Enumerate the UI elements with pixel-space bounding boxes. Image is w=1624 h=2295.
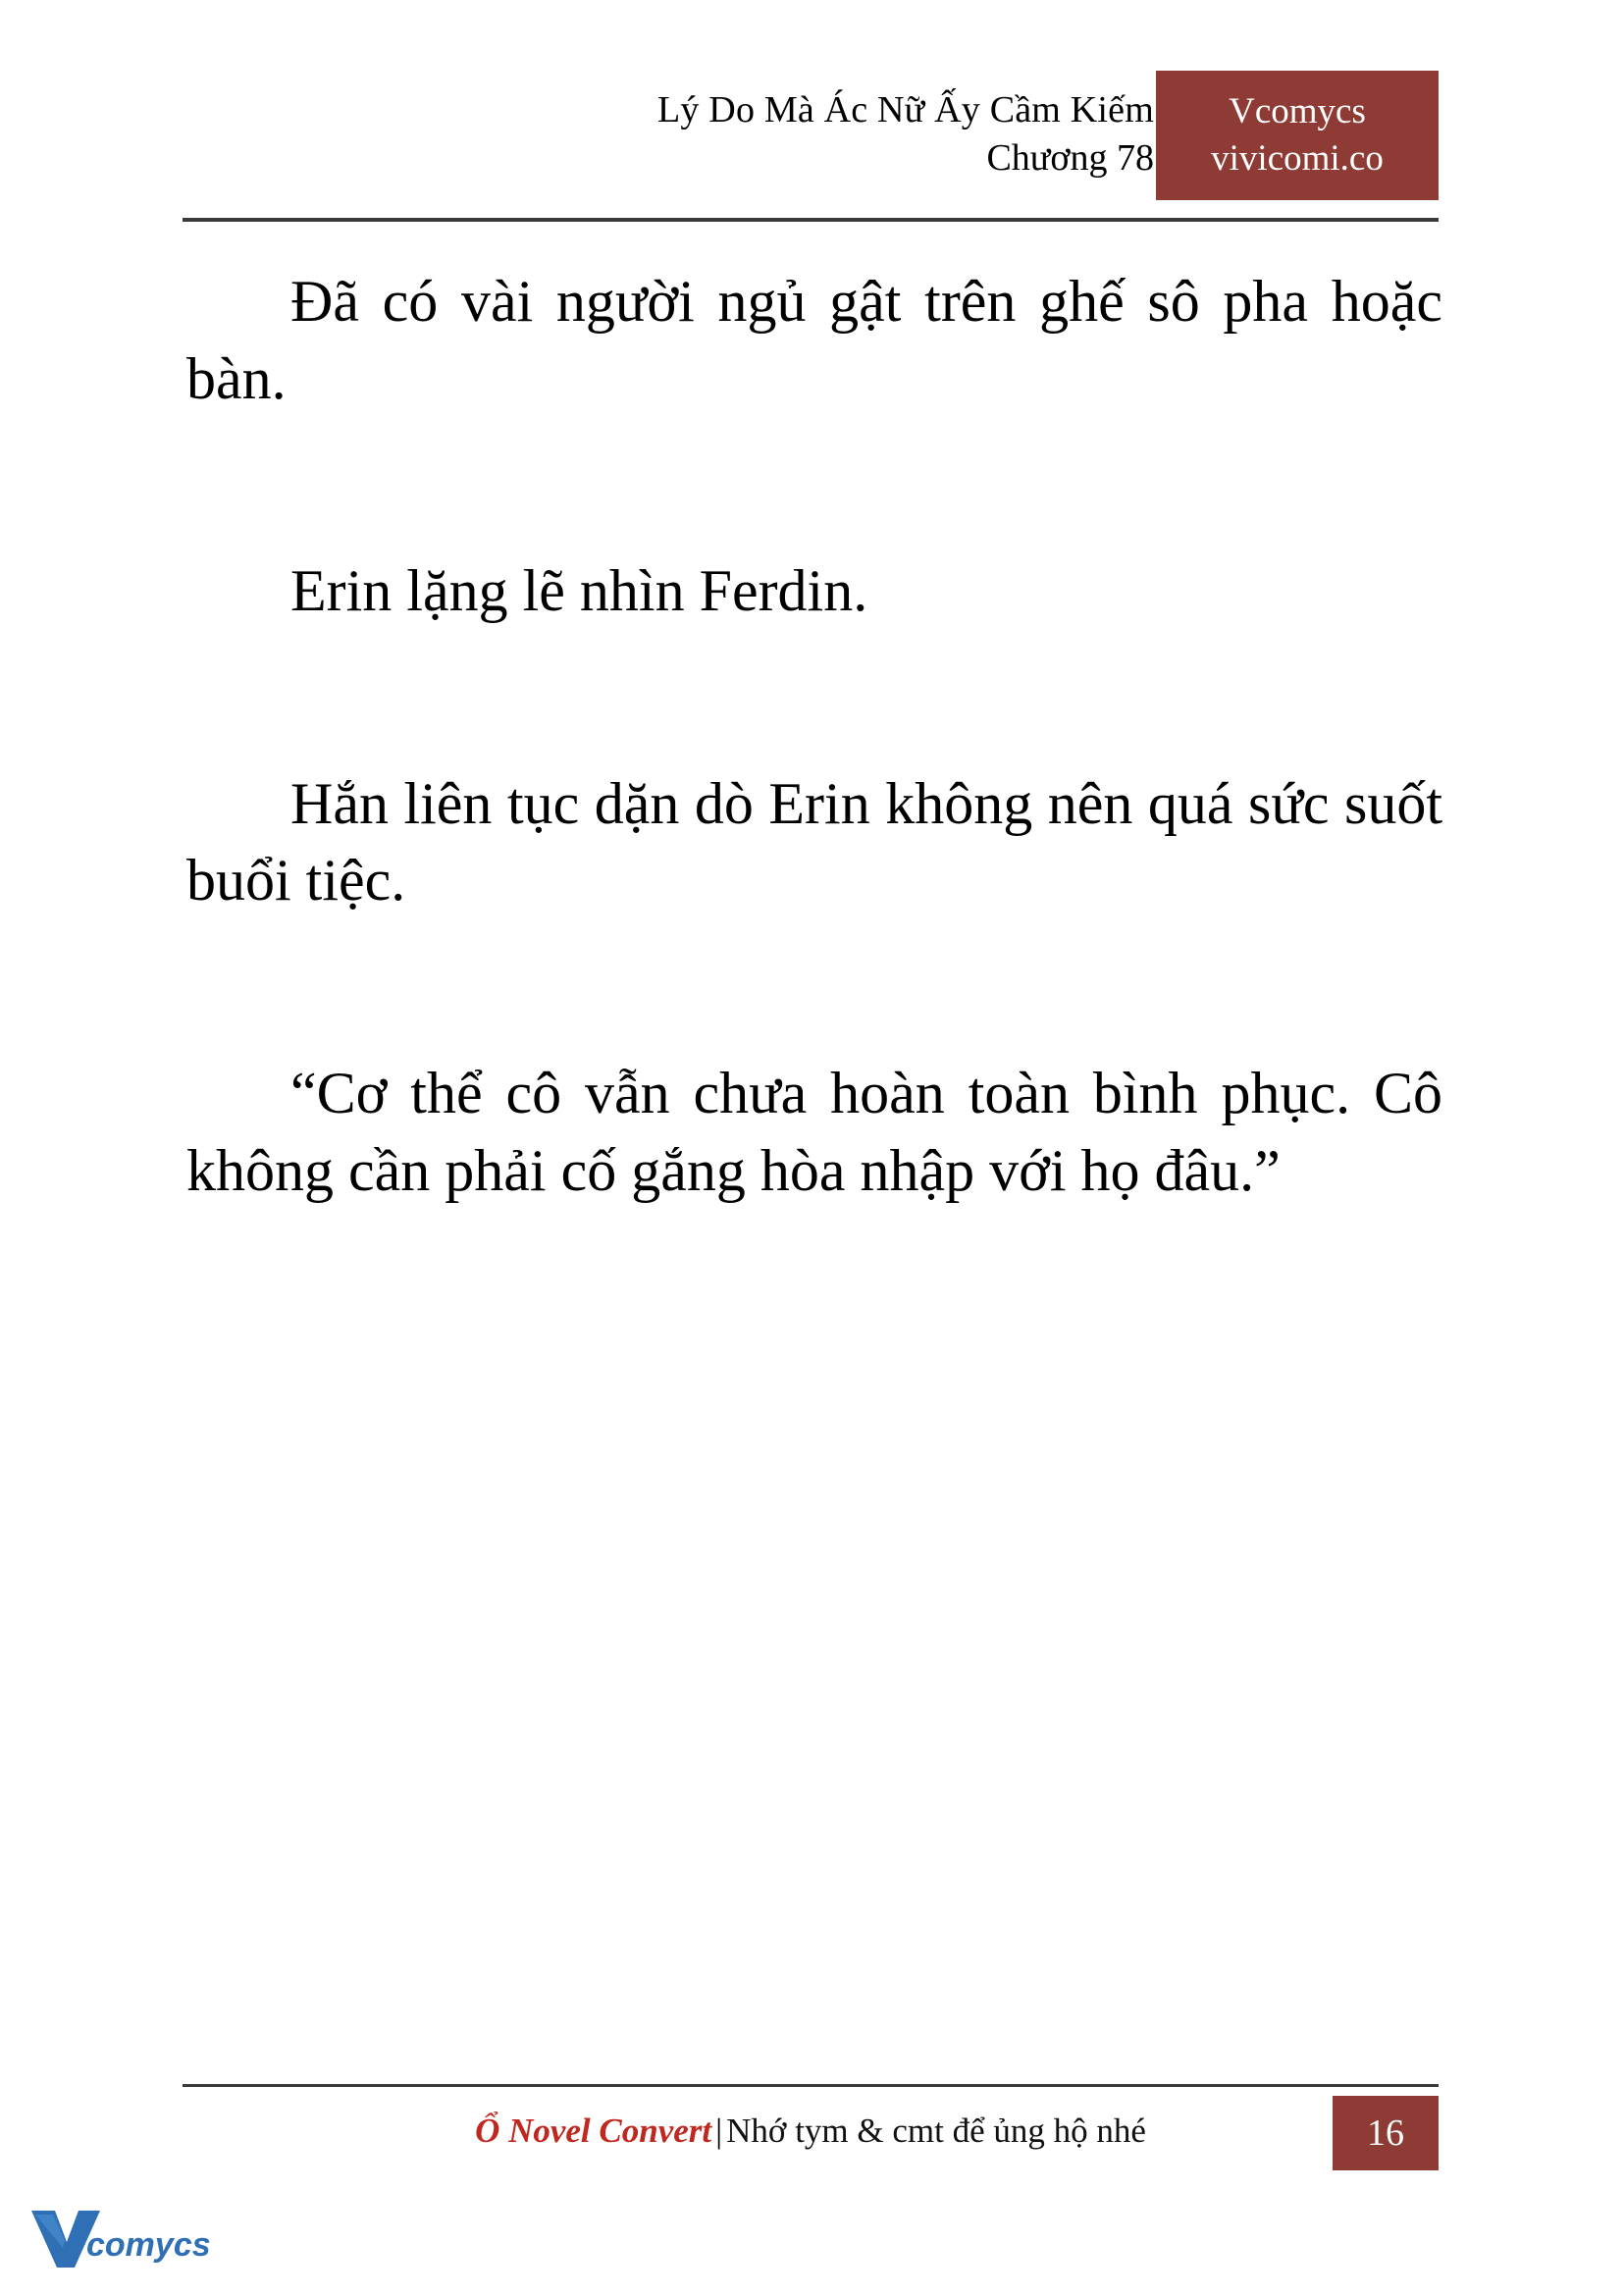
paragraph-spacer [186, 724, 1442, 765]
footer-note: Nhớ tym & cmt để ủng hộ nhé [726, 2112, 1146, 2150]
paragraph: Erin lặng lẽ nhìn Ferdin. [290, 558, 868, 624]
vcomycs-logo-icon [27, 2197, 234, 2273]
site-badge-line1: Vcomycs [1229, 90, 1366, 131]
page-number-badge: 16 [1333, 2096, 1439, 2170]
header-divider [183, 218, 1439, 222]
footer-divider [183, 2084, 1439, 2087]
book-title: Lý Do Mà Ác Nữ Ấy Cầm Kiếm [657, 89, 1154, 130]
paragraph: Đã có vài người ngủ gật trên ghế sô pha hoặc bàn. [186, 269, 1442, 411]
footer-brand: Ổ Novel Convert [475, 2112, 712, 2150]
page-header [183, 86, 1439, 214]
paragraph: “Cơ thể cô vẫn chưa hoàn toàn bình phục. Cô không cần phải cố gắng hòa nhập với họ đâu.” [186, 1060, 1442, 1203]
site-badge [1156, 71, 1439, 200]
footer-credit [183, 2112, 1439, 2151]
header-titles [657, 86, 1154, 182]
paragraph-spacer [186, 511, 1442, 552]
page-footer [183, 2096, 1439, 2170]
footer-separator: | [715, 2112, 723, 2150]
site-badge-line2: vivicomi.co [1211, 138, 1384, 179]
svg-text:comycs: comycs [86, 2226, 211, 2264]
paragraph-spacer [186, 1014, 1442, 1055]
paragraph: Hắn liên tục dặn dò Erin không nên quá sức suốt buổi tiệc. [186, 770, 1442, 913]
page-content [186, 263, 1442, 1303]
chapter-label: Chương 78 [986, 136, 1154, 179]
